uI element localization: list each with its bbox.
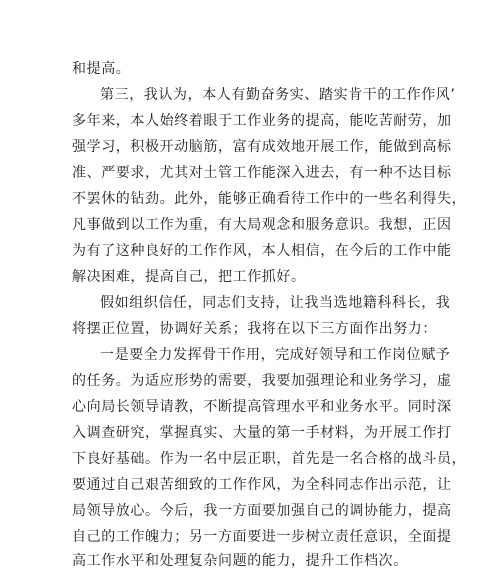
paragraph-first-line: 第三，我认为，本人有勤奋务实、踏实肯干的工作作风’ bbox=[100, 87, 456, 103]
text-line: 高工作水平和处理复杂问题的能力，提升工作档次。 bbox=[72, 553, 408, 569]
text-line: 下良好基础。作为一名中层正职，首先是一名合格的战斗员， bbox=[72, 451, 467, 467]
paragraph-first-line: 一是要全力发挥骨干作用，完成好领导和工作岗位赋予 bbox=[100, 347, 451, 363]
text-line: 入调查研究，掌握真实、大量的第一手材料，为开展工作打 bbox=[72, 425, 452, 441]
text-line: 的任务。为适应形势的需要，我要加强理论和业务学习，虚 bbox=[72, 373, 452, 389]
text-line: 强学习，积极开动脑筋，富有成效地开展工作，能做到高标 bbox=[72, 139, 452, 155]
text-line: 局领导放心。今后，我一方面要加强自己的调协能力，提高 bbox=[72, 503, 452, 519]
text-line: 为有了这种良好的工作作风，本人相信，在今后的工作中能 bbox=[72, 243, 452, 259]
text-line: 凡事做到以工作为重，有大局观念和服务意识。我想，正因 bbox=[72, 217, 452, 233]
text-line: 解决困难，提高自己，把工作抓好。 bbox=[72, 269, 306, 285]
text-line: 心向局长领导请教，不断提高管理水平和业务水平。同时深 bbox=[72, 399, 452, 415]
text-line: 和提高。 bbox=[72, 61, 131, 77]
text-line: 自己的工作魄力；另一方面要进一步树立责任意识，全面提 bbox=[72, 529, 452, 545]
text-line: 要通过自己艰苦细致的工作作风，为全科同志作出示范，让 bbox=[72, 477, 452, 493]
paragraph-first-line: 假如组织信任，同志们支持，让我当选地籍科科长，我 bbox=[100, 295, 451, 311]
text-line: 不罢休的钻劲。此外，能够正确看待工作中的一些名利得失， bbox=[72, 191, 467, 207]
text-line: 多年来，本人始终着眼于工作业务的提高，能吃苦耐劳，加 bbox=[72, 113, 452, 129]
text-line: 将摆正位置，协调好关系；我将在以下三方面作出努力： bbox=[72, 321, 437, 337]
text-line: 准、严要求，尤其对土管工作能深入进去，有一种不达目标 bbox=[72, 165, 452, 181]
